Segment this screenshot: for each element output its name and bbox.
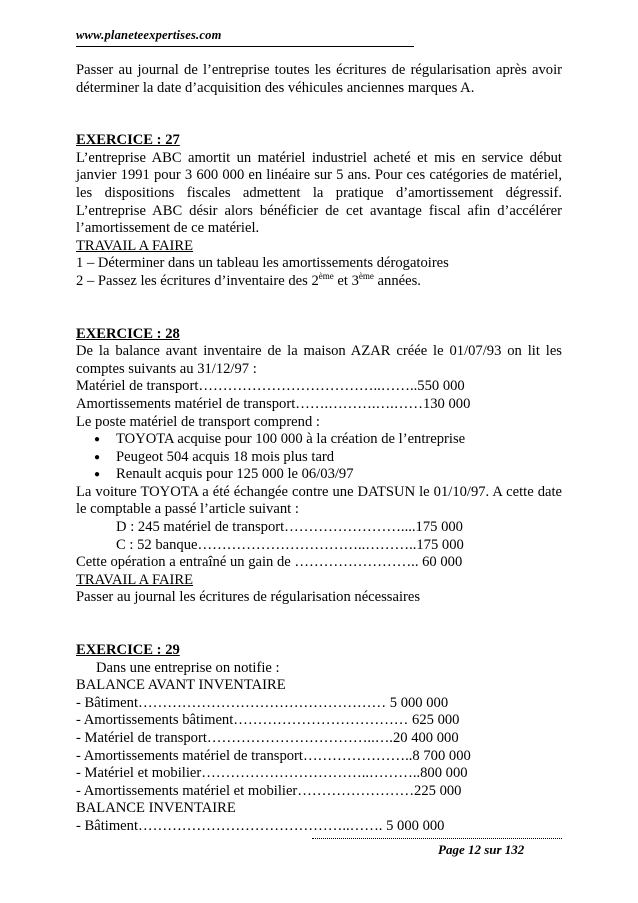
exercise-28-line-1: Matériel de transport………………………………..……..550 000: [76, 378, 465, 395]
exercise-27-task-2: 2 – Passez les écritures d’inventaire des 2ème et 3ème années.: [76, 271, 421, 289]
balance-line: - Amortissements bâtiment……………………………… 625 000: [76, 712, 460, 729]
exercise-28-entry-debit: D : 245 matériel de transport……………………....175 000: [116, 519, 463, 536]
exercise-27-task-1: 1 – Déterminer dans un tableau les amortissements dérogatoires: [76, 255, 449, 272]
exercise-28-title: EXERCICE : 28: [76, 325, 180, 342]
exercise-28-bullet-list: [76, 431, 562, 484]
exercise-29-balance2-title: BALANCE INVENTAIRE: [76, 800, 236, 817]
list-item: ● Renault acquis pour 125 000 le 06/03/97: [76, 466, 562, 484]
balance-line: - Bâtiment…………………………………………… 5 000 000: [76, 694, 449, 711]
exercise-28-entry-credit: C : 52 banque……………………………..………..175 000: [116, 536, 464, 553]
exercise-28-body: De la balance avant inventaire de la maison AZAR créée le 01/07/93 on lit les comptes suivants au 31/12/97 :: [76, 343, 562, 377]
exercise-28-poste: Le poste matériel de transport comprend :: [76, 413, 320, 430]
exercise-28-gain: Cette opération a entraîné un gain de …………………….. 60 000: [76, 554, 463, 571]
page-number: Page 12 sur 132: [438, 842, 525, 857]
list-item: ● TOYOTA acquise pour 100 000 à la création de l’entreprise: [76, 431, 562, 449]
exercise-29-title: EXERCICE : 29: [76, 642, 180, 659]
exercise-28-line-2: Amortissements matériel de transport…….……….….……130 000: [76, 395, 471, 412]
document-body: [76, 62, 562, 836]
balance-line: - Matériel de transport……………………………..….20 400 000: [76, 730, 459, 746]
balance-line: - Amortissements matériel et mobilier……………………225 000: [76, 782, 462, 799]
exercise-28-task: Passer au journal les écritures de régularisation nécessaires: [76, 589, 421, 606]
exercise-27-body: L’entreprise ABC amortit un matériel industriel acheté et mis en service début janvier 1991 pour 3 600 000 en linéaire sur 5 ans. Pour ces catégories de matériel, les dispositions fiscales admettent la pratique d’amortissement dégressif. L’entreprise ABC désir alors bénéficier de cet avantage fiscal afin d’accélérer l’amortissement de ce matériel.: [76, 149, 562, 237]
exercise-28-work-title: TRAVAIL A FAIRE: [76, 571, 194, 588]
balance-line: - Amortissements matériel de transport…………………..8 700 000: [76, 747, 471, 764]
intro-paragraph: Passer au journal de l’entreprise toutes les écritures de régularisation après avoir déterminer la date d’acquisition des véhicules anciennes marques A.: [76, 62, 562, 96]
balance-line: - Matériel et mobilier……………………………..………..800 000: [76, 765, 468, 782]
exercise-27-title: EXERCICE : 27: [76, 132, 180, 149]
footer-divider: [312, 838, 562, 839]
list-item: ● Peugeot 504 acquis 18 mois plus tard: [76, 449, 562, 467]
exercise-29-balance-title: BALANCE AVANT INVENTAIRE: [76, 677, 286, 694]
balance-line: - Bâtiment……………………………………..……. 5 000 000: [76, 817, 445, 834]
exercise-27-work-title: TRAVAIL A FAIRE: [76, 237, 194, 254]
exercise-29-notice: Dans une entreprise on notifie :: [96, 659, 280, 676]
site-header-url: www.planeteexpertises.com: [76, 28, 414, 47]
exercise-28-exchange: La voiture TOYOTA a été échangée contre une DATSUN le 01/10/97. A cette date le comptable a passé l’article suivant :: [76, 483, 562, 518]
